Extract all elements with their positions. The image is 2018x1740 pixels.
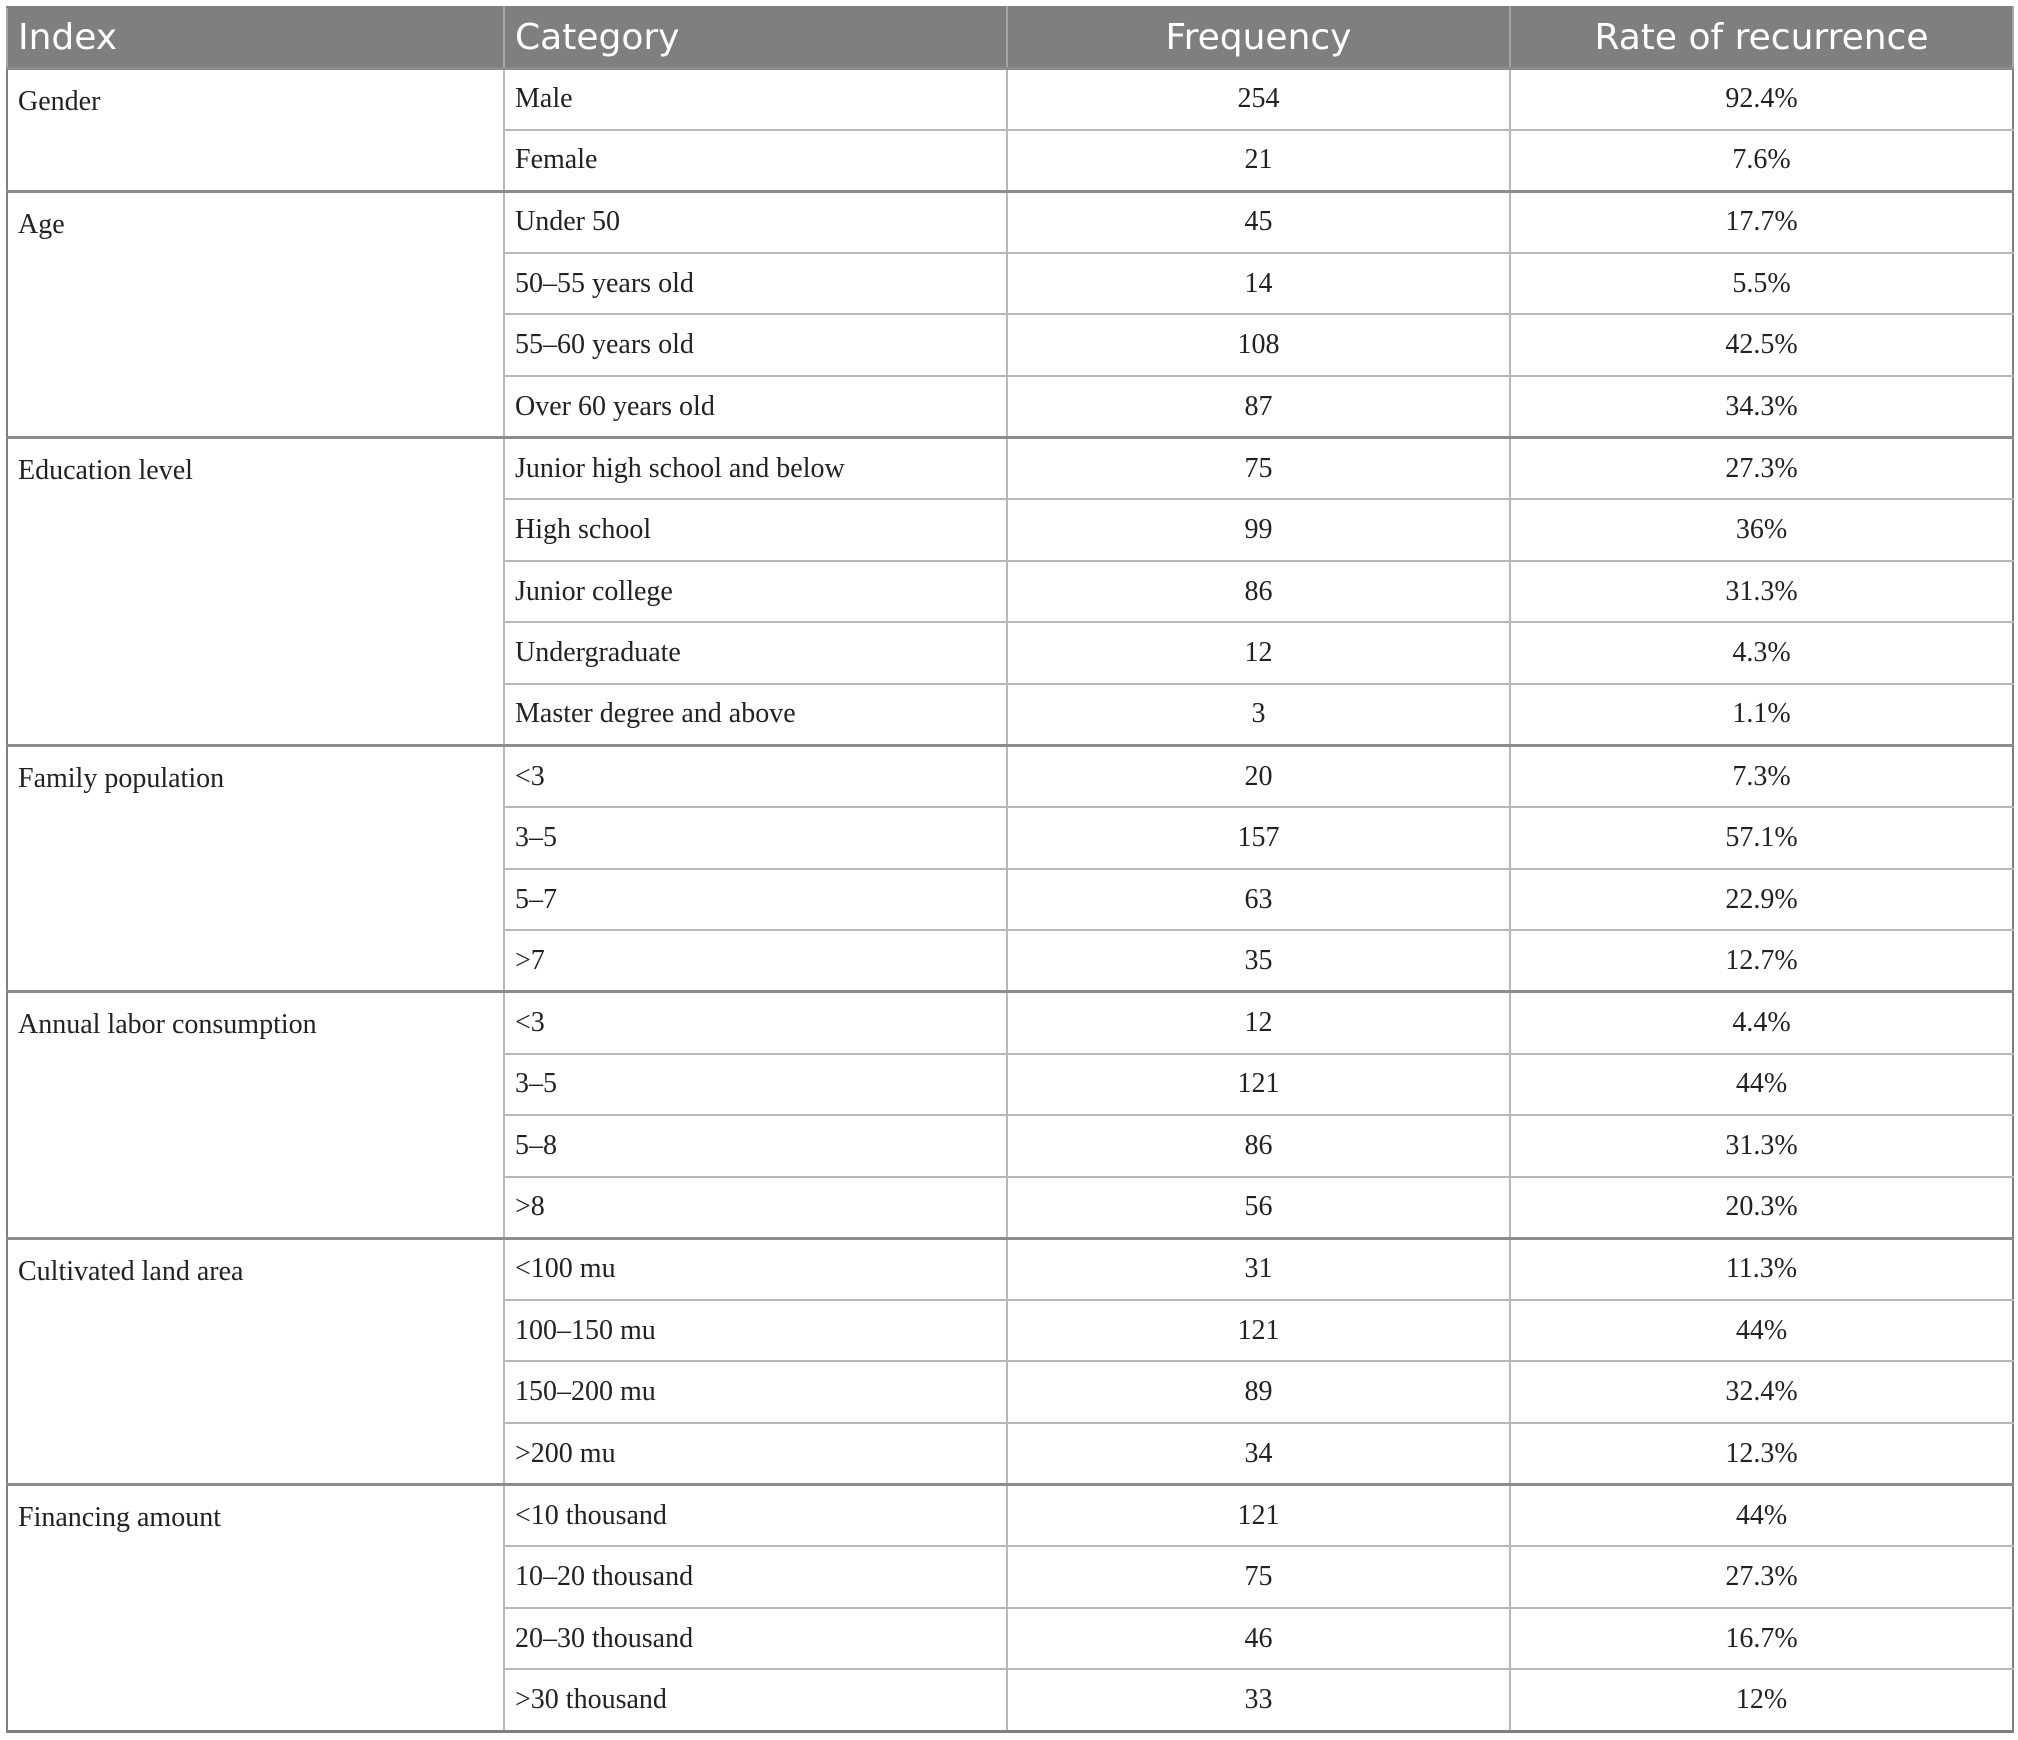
category-cell: Junior college	[504, 561, 1007, 623]
frequency-cell: 157	[1007, 807, 1510, 869]
rate-cell: 1.1%	[1510, 684, 2013, 746]
rate-cell: 42.5%	[1510, 314, 2013, 376]
rate-cell: 12.7%	[1510, 930, 2013, 992]
frequency-cell: 3	[1007, 684, 1510, 746]
frequency-cell: 75	[1007, 1546, 1510, 1608]
category-cell: 3–5	[504, 807, 1007, 869]
category-cell: Under 50	[504, 191, 1007, 253]
category-cell: Male	[504, 68, 1007, 130]
frequency-cell: 108	[1007, 314, 1510, 376]
rate-cell: 57.1%	[1510, 807, 2013, 869]
category-cell: Over 60 years old	[504, 376, 1007, 438]
rate-cell: 7.6%	[1510, 130, 2013, 192]
rate-cell: 27.3%	[1510, 438, 2013, 500]
data-table-container	[6, 6, 2012, 1733]
category-cell: 5–7	[504, 869, 1007, 931]
frequency-cell: 12	[1007, 992, 1510, 1054]
rate-cell: 16.7%	[1510, 1608, 2013, 1670]
index-cell: Cultivated land area	[7, 1238, 504, 1484]
rate-cell: 5.5%	[1510, 253, 2013, 315]
frequency-cell: 89	[1007, 1361, 1510, 1423]
category-cell: 5–8	[504, 1115, 1007, 1177]
rate-cell: 44%	[1510, 1054, 2013, 1116]
frequency-cell: 20	[1007, 746, 1510, 808]
table-row	[7, 1238, 2013, 1300]
index-cell: Gender	[7, 68, 504, 191]
frequency-cell: 56	[1007, 1177, 1510, 1239]
table-body	[7, 68, 2013, 1731]
table-row	[7, 992, 2013, 1054]
frequency-cell: 33	[1007, 1669, 1510, 1731]
rate-cell: 31.3%	[1510, 1115, 2013, 1177]
rate-cell: 4.4%	[1510, 992, 2013, 1054]
index-cell: Annual labor consumption	[7, 992, 504, 1238]
table-row	[7, 1485, 2013, 1547]
table-header	[7, 7, 2013, 68]
rate-cell: 4.3%	[1510, 622, 2013, 684]
table-row	[7, 68, 2013, 130]
category-cell: 50–55 years old	[504, 253, 1007, 315]
category-cell: Female	[504, 130, 1007, 192]
category-cell: >200 mu	[504, 1423, 1007, 1485]
rate-cell: 20.3%	[1510, 1177, 2013, 1239]
category-cell: High school	[504, 499, 1007, 561]
category-cell: Undergraduate	[504, 622, 1007, 684]
rate-cell: 12.3%	[1510, 1423, 2013, 1485]
rate-cell: 44%	[1510, 1485, 2013, 1547]
frequency-cell: 46	[1007, 1608, 1510, 1670]
rate-cell: 92.4%	[1510, 68, 2013, 130]
category-cell: <3	[504, 746, 1007, 808]
frequency-cell: 34	[1007, 1423, 1510, 1485]
rate-cell: 27.3%	[1510, 1546, 2013, 1608]
category-cell: >30 thousand	[504, 1669, 1007, 1731]
frequency-cell: 254	[1007, 68, 1510, 130]
index-cell: Age	[7, 191, 504, 437]
header-index: Index	[7, 7, 504, 68]
frequency-cell: 86	[1007, 561, 1510, 623]
frequency-cell: 75	[1007, 438, 1510, 500]
category-cell: >7	[504, 930, 1007, 992]
index-cell: Education level	[7, 438, 504, 746]
frequency-cell: 87	[1007, 376, 1510, 438]
header-category: Category	[504, 7, 1007, 68]
index-cell: Family population	[7, 746, 504, 992]
category-cell: 10–20 thousand	[504, 1546, 1007, 1608]
category-cell: <100 mu	[504, 1238, 1007, 1300]
frequency-cell: 14	[1007, 253, 1510, 315]
frequency-cell: 31	[1007, 1238, 1510, 1300]
category-cell: Master degree and above	[504, 684, 1007, 746]
category-cell: 100–150 mu	[504, 1300, 1007, 1362]
frequency-cell: 21	[1007, 130, 1510, 192]
table-row	[7, 191, 2013, 253]
rate-cell: 32.4%	[1510, 1361, 2013, 1423]
category-cell: 55–60 years old	[504, 314, 1007, 376]
header-rate: Rate of recurrence	[1510, 7, 2013, 68]
rate-cell: 34.3%	[1510, 376, 2013, 438]
frequency-cell: 86	[1007, 1115, 1510, 1177]
frequency-cell: 35	[1007, 930, 1510, 992]
frequency-cell: 45	[1007, 191, 1510, 253]
rate-cell: 12%	[1510, 1669, 2013, 1731]
category-cell: 3–5	[504, 1054, 1007, 1116]
frequency-cell: 12	[1007, 622, 1510, 684]
rate-cell: 31.3%	[1510, 561, 2013, 623]
rate-cell: 11.3%	[1510, 1238, 2013, 1300]
table-row	[7, 746, 2013, 808]
table-row	[7, 438, 2013, 500]
frequency-cell: 99	[1007, 499, 1510, 561]
category-cell: <10 thousand	[504, 1485, 1007, 1547]
index-cell: Financing amount	[7, 1485, 504, 1731]
category-cell: 150–200 mu	[504, 1361, 1007, 1423]
rate-cell: 36%	[1510, 499, 2013, 561]
frequency-cell: 121	[1007, 1054, 1510, 1116]
category-cell: >8	[504, 1177, 1007, 1239]
frequency-cell: 63	[1007, 869, 1510, 931]
category-cell: Junior high school and below	[504, 438, 1007, 500]
category-cell: 20–30 thousand	[504, 1608, 1007, 1670]
rate-cell: 22.9%	[1510, 869, 2013, 931]
rate-cell: 44%	[1510, 1300, 2013, 1362]
frequency-cell: 121	[1007, 1300, 1510, 1362]
rate-cell: 7.3%	[1510, 746, 2013, 808]
frequency-cell: 121	[1007, 1485, 1510, 1547]
header-row	[7, 7, 2013, 68]
header-frequency: Frequency	[1007, 7, 1510, 68]
demographics-table	[6, 6, 2014, 1733]
rate-cell: 17.7%	[1510, 191, 2013, 253]
category-cell: <3	[504, 992, 1007, 1054]
